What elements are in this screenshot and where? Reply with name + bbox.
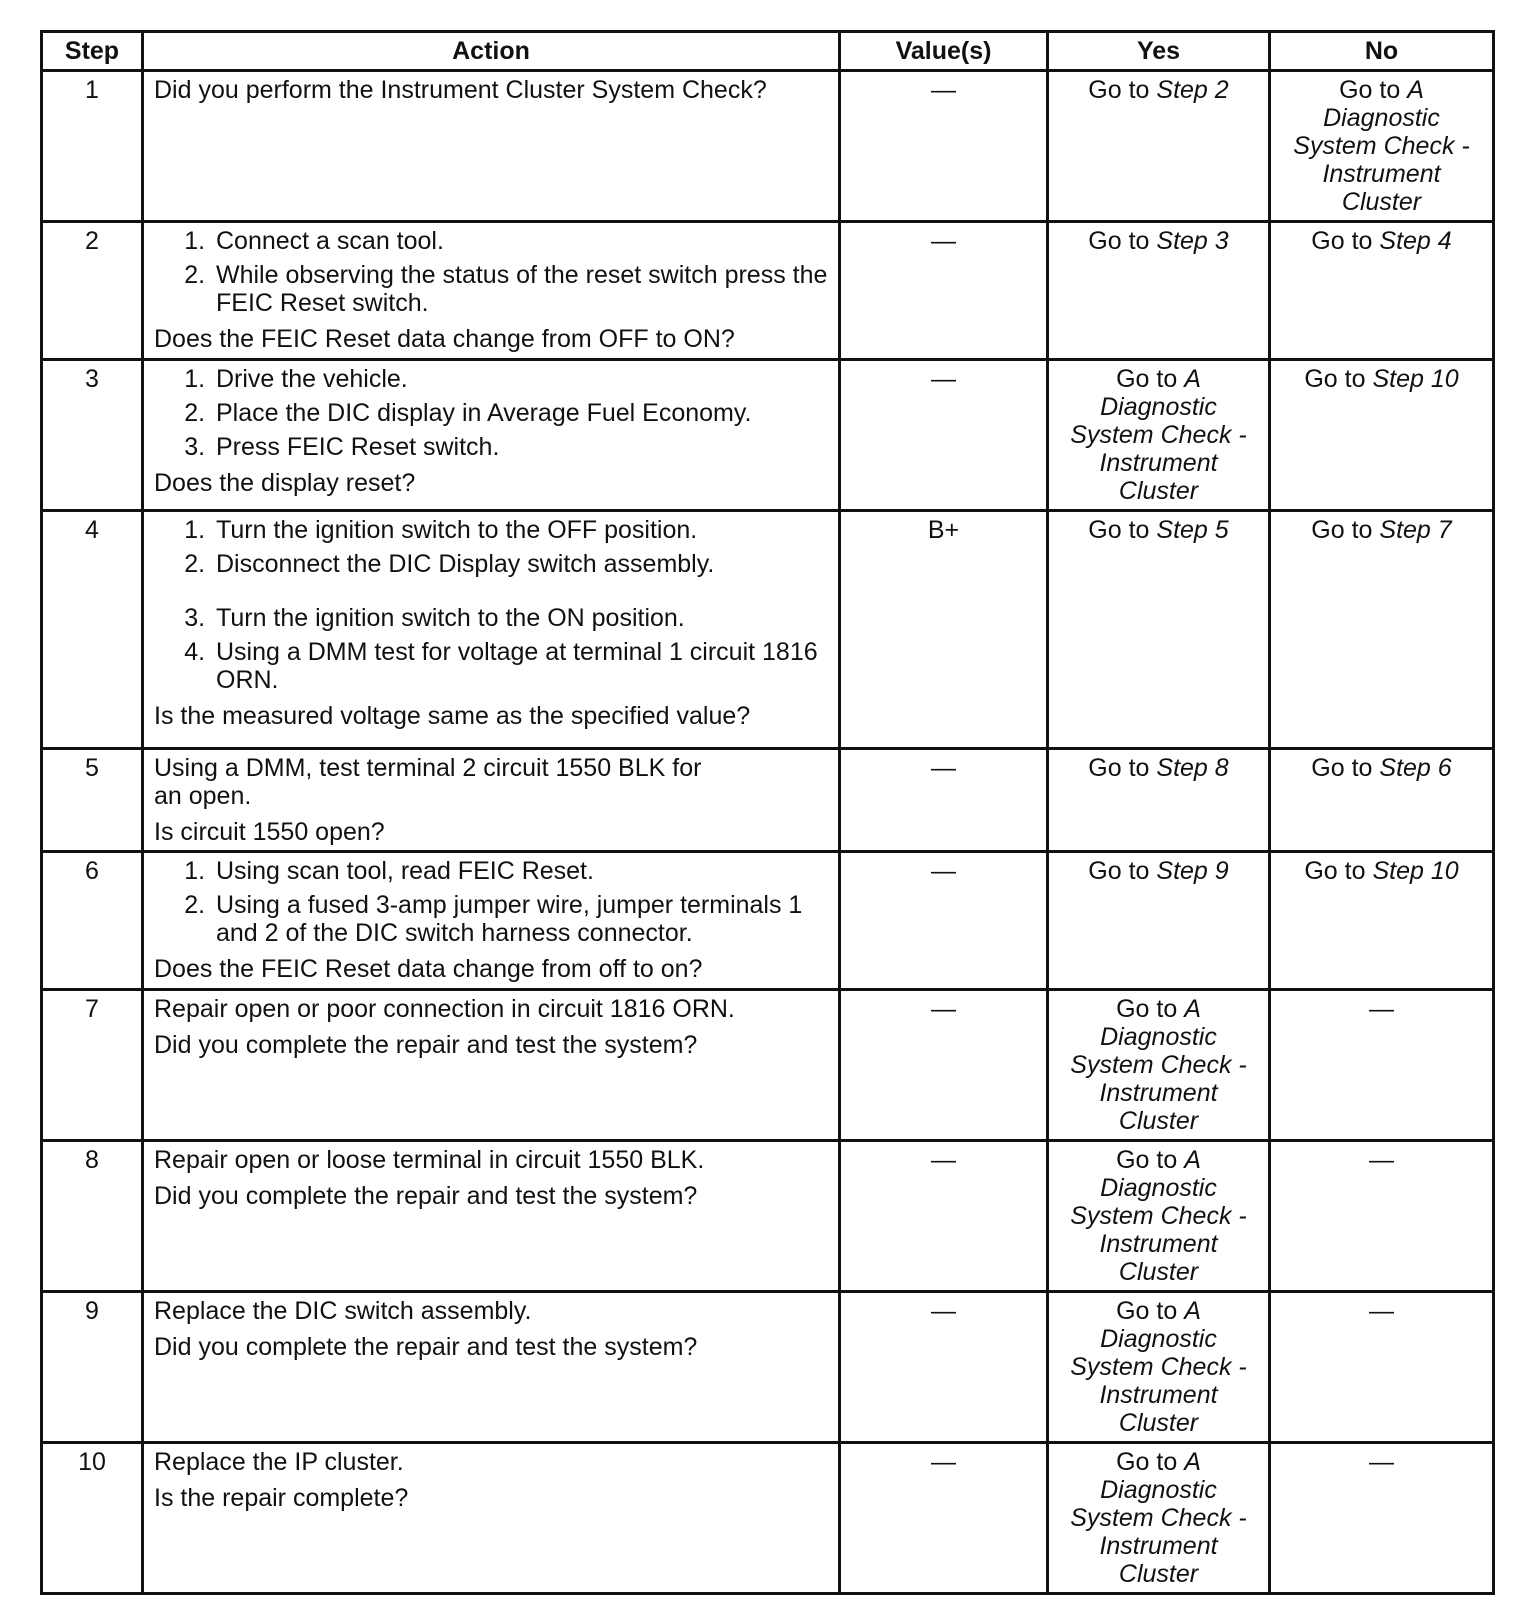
diag-ref-line: Instrument: [1099, 1532, 1218, 1560]
goto-label: Go to: [1116, 1146, 1178, 1174]
action-step-item: 4. Using a DMM test for voltage at terminal 1 circuit 1816 ORN.: [212, 638, 828, 694]
action-question: Did you perform the Instrument Cluster System Check?: [154, 76, 767, 104]
diag-ref-line: Cluster: [1118, 1107, 1199, 1135]
step-row-9: [42, 1292, 1494, 1443]
goto-label: Go to: [1088, 754, 1150, 782]
yes-cell: [1048, 511, 1270, 749]
diag-ref-line: System Check -: [1070, 421, 1247, 449]
action-step-item: 2. Disconnect the DIC Display switch assembly.: [212, 550, 828, 578]
goto-label: Go to: [1088, 516, 1150, 544]
step-number: 9: [42, 1292, 143, 1443]
action-steps-list: [154, 857, 828, 947]
header-values: Value(s): [840, 32, 1048, 71]
no-cell: [1270, 360, 1494, 511]
header-action: Action: [143, 32, 840, 71]
diag-ref-line: System Check -: [1070, 1202, 1247, 1230]
action-cell: [143, 1292, 840, 1443]
diag-ref-line: System Check -: [1070, 1353, 1247, 1381]
diag-ref-line: Instrument: [1099, 449, 1218, 477]
goto-label: Go to: [1311, 516, 1373, 544]
diag-ref-line: Instrument: [1322, 160, 1441, 188]
action-text: Replace the DIC switch assembly.: [154, 1297, 532, 1325]
value-cell: —: [840, 749, 1048, 852]
no-target: Step 10: [1372, 365, 1459, 393]
action-question: Does the display reset?: [154, 469, 416, 497]
no-cell: [1270, 511, 1494, 749]
step-number: 8: [42, 1141, 143, 1292]
diag-ref-line: Cluster: [1118, 1560, 1199, 1588]
step-row-5: [42, 749, 1494, 852]
action-cell: [143, 222, 840, 360]
step-number: 10: [42, 1443, 143, 1594]
no-target: Step 4: [1379, 227, 1452, 255]
step-number: 2: [42, 222, 143, 360]
diag-ref-a: A: [1184, 1146, 1201, 1174]
yes-cell: [1048, 360, 1270, 511]
diag-ref-a: A: [1184, 995, 1201, 1023]
value-cell: —: [840, 852, 1048, 990]
action-step-item: 1. Drive the vehicle.: [212, 365, 828, 393]
action-question: Is circuit 1550 open?: [154, 818, 385, 846]
goto-label: Go to: [1311, 227, 1373, 255]
action-step-item: 1. Using scan tool, read FEIC Reset.: [212, 857, 828, 885]
goto-label: Go to: [1116, 1448, 1178, 1476]
value-cell: —: [840, 360, 1048, 511]
action-step-item: 3. Press FEIC Reset switch.: [212, 433, 828, 461]
goto-label: Go to: [1116, 365, 1178, 393]
diag-ref-line: Diagnostic: [1323, 104, 1440, 132]
action-question: Did you complete the repair and test the system?: [154, 1182, 698, 1210]
action-text: Replace the IP cluster.: [154, 1448, 404, 1476]
action-step-item: 2. Using a fused 3-amp jumper wire, jumper terminals 1 and 2 of the DIC switch harness connector.: [212, 891, 828, 947]
goto-label: Go to: [1088, 227, 1150, 255]
goto-label: Go to: [1311, 754, 1373, 782]
header-yes: Yes: [1048, 32, 1270, 71]
action-text: Repair open or poor connection in circuit 1816 ORN.: [154, 995, 735, 1023]
action-question: Did you complete the repair and test the system?: [154, 1031, 698, 1059]
yes-target: Step 9: [1156, 857, 1229, 885]
header-no: No: [1270, 32, 1494, 71]
diag-ref-line: System Check -: [1293, 132, 1470, 160]
yes-target: Step 3: [1156, 227, 1229, 255]
yes-cell: [1048, 222, 1270, 360]
value-cell: —: [840, 1141, 1048, 1292]
step-number: 7: [42, 990, 143, 1141]
action-cell: [143, 360, 840, 511]
yes-target: Step 8: [1156, 754, 1229, 782]
action-cell: [143, 511, 840, 749]
action-cell: [143, 749, 840, 852]
step-row-7: [42, 990, 1494, 1141]
step-row-6: [42, 852, 1494, 990]
action-step-item: 2. While observing the status of the reset switch press the FEIC Reset switch.: [212, 261, 828, 317]
diag-ref-line: Diagnostic: [1100, 393, 1217, 421]
action-question: Does the FEIC Reset data change from OFF to ON?: [154, 325, 735, 353]
goto-label: Go to: [1088, 76, 1150, 104]
diag-ref-a: A: [1184, 365, 1201, 393]
action-text: Using a DMM, test terminal 2 circuit 1550 BLK for an open.: [154, 754, 702, 810]
diag-ref-line: System Check -: [1070, 1051, 1247, 1079]
action-steps-list: [154, 365, 828, 461]
yes-cell: [1048, 1292, 1270, 1443]
action-cell: [143, 990, 840, 1141]
value-cell: B+: [840, 511, 1048, 749]
no-cell: —: [1270, 1141, 1494, 1292]
step-row-8: [42, 1141, 1494, 1292]
diag-ref-line: Instrument: [1099, 1230, 1218, 1258]
diag-ref-line: Diagnostic: [1100, 1174, 1217, 1202]
diag-ref-line: Diagnostic: [1100, 1325, 1217, 1353]
step-number: 3: [42, 360, 143, 511]
yes-cell: [1048, 852, 1270, 990]
goto-label: Go to: [1088, 857, 1150, 885]
yes-cell: [1048, 1141, 1270, 1292]
step-row-10: [42, 1443, 1494, 1594]
diag-ref-line: Cluster: [1118, 1258, 1199, 1286]
action-step-item: 1. Connect a scan tool.: [212, 227, 828, 255]
step-row-3: [42, 360, 1494, 511]
action-cell: [143, 1443, 840, 1594]
no-cell: [1270, 852, 1494, 990]
diag-ref-line: Cluster: [1118, 477, 1199, 505]
diag-ref-a: A: [1407, 76, 1424, 104]
step-row-2: [42, 222, 1494, 360]
action-question: Did you complete the repair and test the system?: [154, 1333, 698, 1361]
no-cell: —: [1270, 1443, 1494, 1594]
value-cell: —: [840, 1292, 1048, 1443]
diag-ref-line: Diagnostic: [1100, 1476, 1217, 1504]
action-steps-list: [154, 227, 828, 317]
value-cell: —: [840, 1443, 1048, 1594]
action-question: Is the repair complete?: [154, 1484, 409, 1512]
header-row: [42, 32, 1494, 71]
diag-ref-line: System Check -: [1070, 1504, 1247, 1532]
no-cell: —: [1270, 1292, 1494, 1443]
diag-ref-line: Cluster: [1118, 1409, 1199, 1437]
action-cell: [143, 1141, 840, 1292]
goto-label: Go to: [1116, 995, 1178, 1023]
action-step-item: 2. Place the DIC display in Average Fuel Economy.: [212, 399, 828, 427]
yes-target: Step 5: [1156, 516, 1229, 544]
action-text: Repair open or loose terminal in circuit 1550 BLK.: [154, 1146, 705, 1174]
diag-ref-a: A: [1184, 1297, 1201, 1325]
goto-label: Go to: [1116, 1297, 1178, 1325]
no-cell: [1270, 222, 1494, 360]
no-cell: [1270, 749, 1494, 852]
diag-ref-a: A: [1184, 1448, 1201, 1476]
no-target: Step 10: [1372, 857, 1459, 885]
step-row-1: [42, 71, 1494, 222]
action-question: Does the FEIC Reset data change from off to on?: [154, 955, 703, 983]
yes-target: Step 2: [1156, 76, 1229, 104]
yes-cell: [1048, 1443, 1270, 1594]
value-cell: —: [840, 71, 1048, 222]
yes-cell: [1048, 990, 1270, 1141]
header-step: Step: [42, 32, 143, 71]
goto-label: Go to: [1304, 365, 1366, 393]
yes-cell: [1048, 71, 1270, 222]
diagnostic-table: [40, 30, 1495, 1595]
no-cell: [1270, 71, 1494, 222]
diag-ref-line: Instrument: [1099, 1079, 1218, 1107]
step-number: 5: [42, 749, 143, 852]
step-number: 6: [42, 852, 143, 990]
action-step-item: 1. Turn the ignition switch to the OFF position.: [212, 516, 828, 544]
action-question: Is the measured voltage same as the specified value?: [154, 702, 751, 730]
action-cell: [143, 71, 840, 222]
diag-ref-line: Instrument: [1099, 1381, 1218, 1409]
action-step-item: 3. Turn the ignition switch to the ON position.: [212, 604, 828, 632]
no-cell: —: [1270, 990, 1494, 1141]
diag-ref-line: Cluster: [1341, 188, 1422, 216]
action-cell: [143, 852, 840, 990]
step-number: 4: [42, 511, 143, 749]
yes-cell: [1048, 749, 1270, 852]
no-target: Step 6: [1379, 754, 1452, 782]
diag-ref-line: Diagnostic: [1100, 1023, 1217, 1051]
action-steps-list: [154, 516, 828, 694]
no-target: Step 7: [1379, 516, 1452, 544]
goto-label: Go to: [1339, 76, 1401, 104]
step-number: 1: [42, 71, 143, 222]
value-cell: —: [840, 222, 1048, 360]
goto-label: Go to: [1304, 857, 1366, 885]
value-cell: —: [840, 990, 1048, 1141]
step-row-4: [42, 511, 1494, 749]
